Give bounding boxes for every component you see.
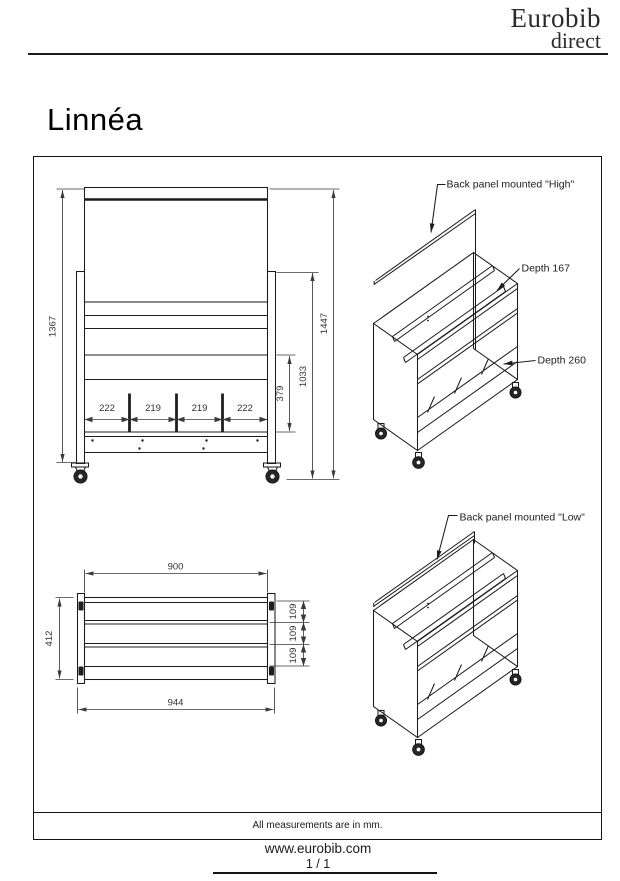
front-view-dimensions bbox=[57, 189, 340, 480]
website-url: www.eurobib.com bbox=[264, 841, 372, 856]
iso-low-structure bbox=[374, 532, 518, 738]
dim-label-bin-width-1: 222 bbox=[99, 403, 115, 414]
dim-label-inner-width: 900 bbox=[167, 561, 184, 573]
dim-label-shelf-pitch-1: 109 bbox=[288, 603, 299, 620]
iso-low-drawing bbox=[374, 512, 586, 756]
dim-label-bin-height: 379 bbox=[275, 385, 286, 402]
dim-label-bin-width-2: 219 bbox=[145, 403, 161, 414]
plan-view-drawing bbox=[44, 562, 310, 714]
dim-label-shelf-pitch-3: 109 bbox=[288, 647, 299, 664]
dim-label-height-with-panel: 1447 bbox=[319, 312, 330, 335]
front-caster-right bbox=[264, 463, 281, 483]
brand-logo-line2: direct bbox=[550, 28, 601, 53]
plan-view-dimensions bbox=[56, 570, 310, 714]
footer-rule bbox=[213, 872, 437, 874]
annotation-back-panel-low: Back panel mounted "Low" bbox=[459, 511, 585, 524]
page-number: 1 / 1 bbox=[305, 857, 331, 871]
dim-label-bin-width-4: 222 bbox=[237, 403, 253, 414]
annotation-depth-shelf: Depth 167 bbox=[521, 262, 570, 275]
dim-label-overall-width: 944 bbox=[167, 697, 184, 709]
iso-high-drawing bbox=[374, 179, 587, 469]
measurement-note: All measurements are in mm. bbox=[34, 812, 601, 839]
bin-divider bbox=[175, 394, 178, 433]
plan-caster bbox=[79, 602, 84, 611]
iso-high-structure bbox=[374, 210, 518, 451]
annotation-back-panel-high: Back panel mounted "High" bbox=[446, 178, 575, 191]
dim-label-side-height: 1033 bbox=[298, 365, 309, 388]
leader-back-panel-high bbox=[431, 185, 446, 233]
annotation-depth-bin: Depth 260 bbox=[537, 354, 586, 367]
dim-label-bin-width-3: 219 bbox=[191, 403, 208, 414]
plan-caster bbox=[269, 602, 274, 611]
front-caster-left bbox=[72, 463, 89, 483]
plan-caster bbox=[79, 667, 84, 676]
front-view-structure bbox=[77, 188, 276, 464]
drawing-frame bbox=[33, 156, 602, 840]
product-title: Linnéa bbox=[47, 102, 144, 137]
brand-logo bbox=[510, 3, 602, 53]
bin-divider bbox=[128, 394, 131, 433]
dim-label-overall-height: 1367 bbox=[47, 315, 59, 338]
front-view-drawing bbox=[48, 188, 340, 484]
leader-depth-bin bbox=[504, 361, 536, 365]
base-screw-dots bbox=[91, 439, 258, 449]
plan-view-structure bbox=[78, 594, 276, 684]
header-rule bbox=[28, 53, 608, 55]
dim-label-shelf-pitch-2: 109 bbox=[288, 625, 299, 642]
bin-divider bbox=[221, 394, 224, 433]
plan-caster bbox=[269, 667, 274, 676]
technical-drawing-sheet bbox=[34, 157, 600, 812]
dim-label-depth: 412 bbox=[44, 630, 55, 647]
brand-logo-line1: Eurobib bbox=[510, 3, 601, 33]
